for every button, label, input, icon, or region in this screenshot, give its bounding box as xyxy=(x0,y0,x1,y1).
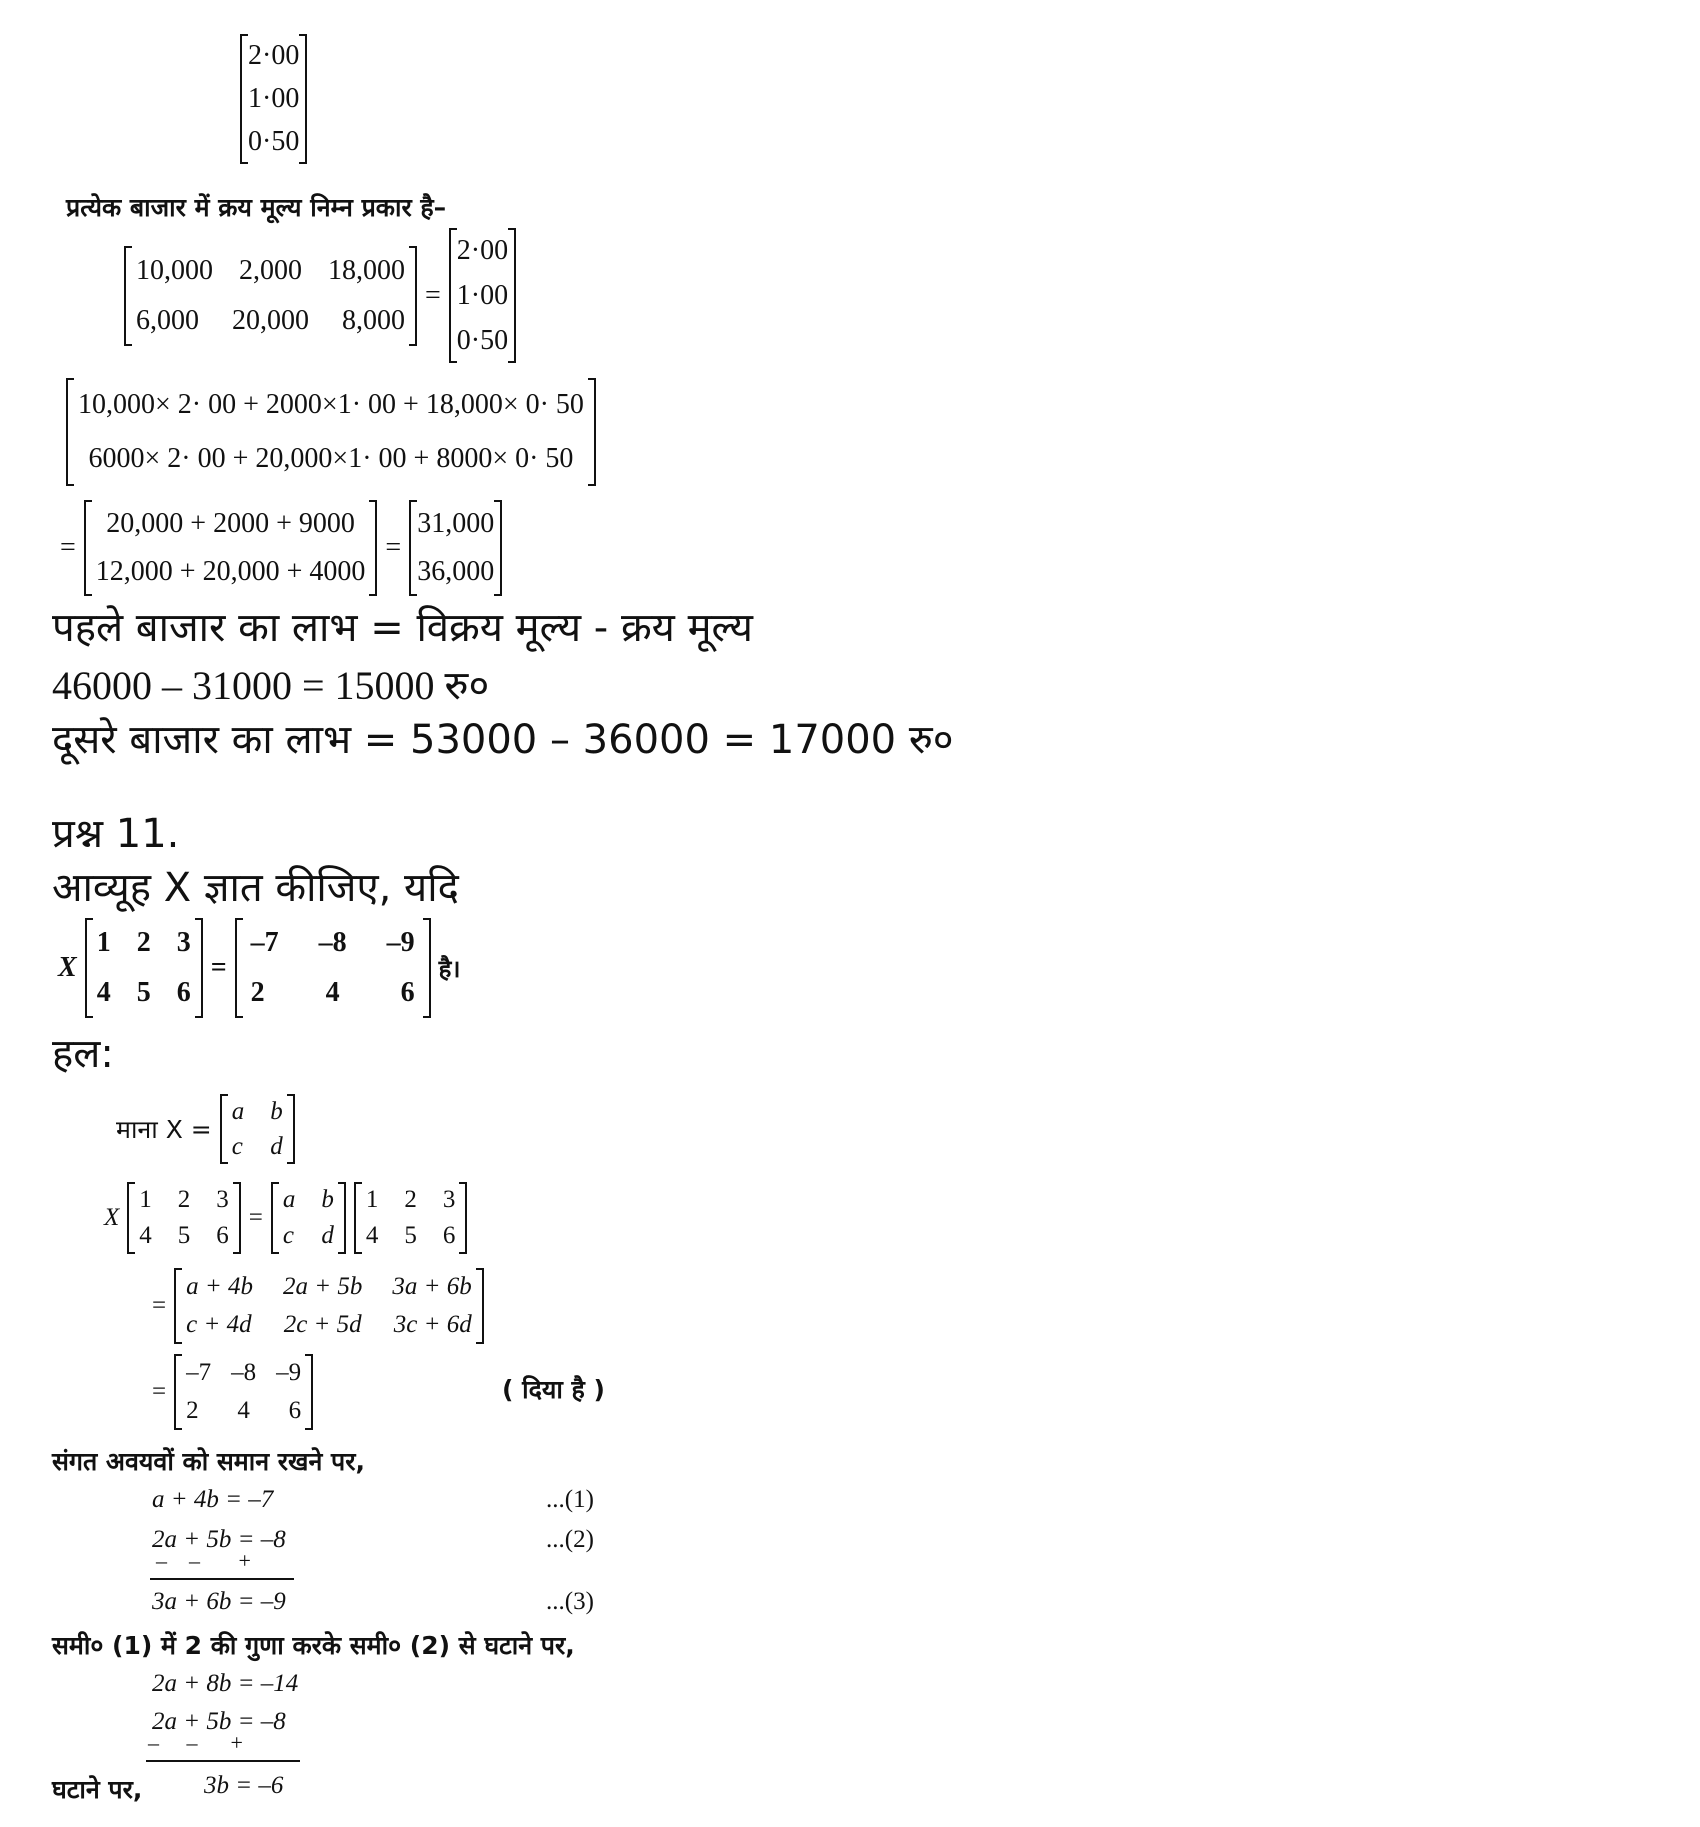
matrix-row xyxy=(232,1098,283,1126)
subtract-label: घटाने पर, xyxy=(52,1775,143,1804)
matrix-cell: 3a + 6b xyxy=(392,1273,472,1300)
divider-line xyxy=(150,1578,294,1580)
matrix-cell: 2 xyxy=(404,1186,417,1213)
purchase-equation xyxy=(124,228,516,363)
matrix-row xyxy=(457,280,508,312)
profit1-calc: 46000 – 31000 = 15000 रु० xyxy=(52,663,490,708)
matrix-cell: b xyxy=(270,1097,283,1125)
matrix-cell: a xyxy=(231,1097,245,1125)
matrix-cell: –9 xyxy=(276,1359,302,1386)
matrix-cell: 4 xyxy=(139,1222,152,1249)
matrix-cell: 4 xyxy=(325,977,340,1008)
matrix-row xyxy=(366,1186,456,1214)
matrix-cell: 2c + 5d xyxy=(283,1311,362,1338)
matrix-x-symbol: X xyxy=(104,1204,120,1231)
matrix-cell: 6 xyxy=(176,977,191,1008)
question-left-matrix xyxy=(85,918,203,1018)
matrix-cell: 2 xyxy=(250,977,265,1008)
given-equation xyxy=(152,1354,313,1430)
matrix-cell: 3 xyxy=(176,927,191,958)
product-equation xyxy=(104,1182,467,1254)
product-ab-matrix xyxy=(271,1182,346,1254)
matrix-row xyxy=(366,1222,456,1250)
matrix-row xyxy=(248,83,299,115)
product-right-matrix xyxy=(354,1182,468,1254)
question-equation xyxy=(58,918,461,1018)
purchase-heading: प्रत्येक बाजार में क्रय मूल्य निम्न प्रकार है– xyxy=(66,193,447,222)
equation-3-number: ...(3) xyxy=(546,1588,594,1615)
matrix-cell: 6 xyxy=(442,1222,456,1249)
matrix-cell: 0·50 xyxy=(248,126,300,158)
profit2: दूसरे बाजार का लाभ = 53000 – 36000 = 17000 रु० xyxy=(52,717,954,763)
question-right-matrix xyxy=(235,918,431,1018)
matrix-row xyxy=(78,443,584,475)
equation-1: a + 4b = –7 xyxy=(152,1486,274,1513)
matrix-cell: 3 xyxy=(442,1186,456,1213)
equals-sign: = xyxy=(248,1204,263,1231)
matrix-cell: 2 xyxy=(186,1397,199,1424)
compare-text: संगत अवयवों को समान रखने पर, xyxy=(52,1447,365,1476)
solution-label: हल: xyxy=(52,1031,114,1077)
matrix-row xyxy=(139,1222,229,1250)
matrix-row xyxy=(96,556,366,588)
matrix-row xyxy=(248,40,299,72)
matrix-cell: 2 xyxy=(136,927,151,958)
top-column-vector xyxy=(240,34,307,164)
divider-line xyxy=(146,1760,300,1762)
equation-3: 3a + 6b = –9 xyxy=(152,1588,286,1615)
product-result-equation xyxy=(152,1268,484,1344)
equals-sign: = xyxy=(60,532,76,563)
matrix-row xyxy=(186,1359,301,1387)
matrix-row xyxy=(186,1273,472,1301)
matrix-cell: 4 xyxy=(365,1222,379,1249)
matrix-cell: 1·00 xyxy=(456,279,509,311)
matrix-cell: –8 xyxy=(318,927,347,958)
matrix-cell: 3c + 6d xyxy=(393,1311,472,1338)
question-text: आव्यूह X ज्ञात कीजिए, यदि xyxy=(52,865,459,911)
matrix-cell: 6,000 xyxy=(136,304,199,336)
matrix-cell: 5 xyxy=(177,1222,191,1249)
matrix-cell: c xyxy=(231,1132,243,1160)
matrix-cell: 10,000 xyxy=(136,254,213,286)
matrix-row xyxy=(248,126,299,158)
matrix-cell: c + 4d xyxy=(186,1311,252,1338)
equation-1-number: ...(1) xyxy=(546,1486,594,1513)
column-matrix xyxy=(240,34,307,164)
matrix-cell: 2·00 xyxy=(248,39,300,71)
price-column xyxy=(449,228,516,363)
question-end-text: है। xyxy=(438,954,461,983)
equals-sign: = xyxy=(425,279,441,311)
matrix-cell: b xyxy=(321,1186,334,1213)
matrix-x-symbol: X xyxy=(58,952,77,983)
matrix-cell: 3 xyxy=(216,1186,229,1213)
matrix-row xyxy=(186,1397,301,1425)
matrix-cell: 20,000 + 2000 + 9000 xyxy=(106,508,355,539)
matrix-row xyxy=(136,255,405,287)
expanded-matrix xyxy=(66,378,596,486)
profit1-label: पहले बाजार का लाभ = विक्रय मूल्य - क्रय मूल्य xyxy=(52,605,753,651)
matrix-cell: 1 xyxy=(365,1186,379,1213)
matrix-cell: 6 xyxy=(216,1222,229,1249)
matrix-cell: 20,000 xyxy=(232,304,309,336)
matrix-cell: 1 xyxy=(96,927,111,958)
matrix-cell: 5 xyxy=(136,977,151,1008)
given-text: ( दिया है ) xyxy=(502,1375,605,1404)
matrix-cell: –7 xyxy=(250,927,279,958)
equals-sign: = xyxy=(210,952,227,983)
matrix-cell: 1 xyxy=(139,1186,152,1213)
matrix-cell: d xyxy=(321,1222,334,1249)
quantity-matrix xyxy=(124,246,417,346)
sum-matrix xyxy=(84,500,378,596)
matrix-cell: 12,000 + 20,000 + 4000 xyxy=(95,556,366,587)
sum-equation xyxy=(60,500,502,596)
matrix-cell: 6 xyxy=(400,977,415,1008)
matrix-cell: d xyxy=(270,1132,283,1160)
matrix-row xyxy=(251,977,415,1009)
matrix-row xyxy=(251,927,415,959)
matrix-cell: 2·00 xyxy=(456,234,509,266)
matrix-row xyxy=(457,235,508,267)
product-left-matrix xyxy=(127,1182,241,1254)
matrix-row xyxy=(417,556,494,588)
equals-sign: = xyxy=(385,532,402,563)
matrix-cell: a xyxy=(282,1186,296,1213)
matrix-cell: 0·50 xyxy=(456,324,509,356)
matrix-cell: 4 xyxy=(237,1397,250,1424)
matrix-row xyxy=(139,1186,229,1214)
matrix-row xyxy=(283,1222,334,1250)
equals-sign: = xyxy=(152,1378,167,1405)
matrix-cell: 6000× 2· 00 + 20,000×1· 00 + 8000× 0· 50 xyxy=(88,443,574,474)
matrix-row xyxy=(232,1133,283,1161)
matrix-row xyxy=(96,508,366,540)
matrix-cell: 10,000× 2· 00 + 2000×1· 00 + 18,000× 0· 50 xyxy=(78,389,584,420)
matrix-row xyxy=(417,508,494,540)
equation-2-number: ...(2) xyxy=(546,1526,594,1553)
question-number: प्रश्न 11. xyxy=(52,811,180,857)
equation-2-signs: – – + xyxy=(156,1548,251,1573)
matrix-cell: 2,000 xyxy=(239,254,302,286)
product-result-matrix xyxy=(174,1268,484,1344)
step-equation-2: 2a + 5b = –8 xyxy=(152,1708,286,1735)
matrix-row xyxy=(186,1311,472,1339)
matrix-cell: 36,000 xyxy=(417,556,495,587)
equation-2: 2a + 5b = –8 xyxy=(152,1526,286,1553)
step-result: 3b = –6 xyxy=(204,1772,284,1799)
matrix-cell: 2 xyxy=(177,1186,191,1213)
matrix-cell: –8 xyxy=(231,1359,257,1386)
matrix-cell: 6 xyxy=(288,1397,302,1424)
matrix-cell: 8,000 xyxy=(342,304,405,336)
matrix-cell: c xyxy=(282,1222,294,1249)
matrix-row xyxy=(78,389,584,421)
expanded-product xyxy=(66,378,596,486)
let-equation xyxy=(116,1094,295,1164)
step-equation-1: 2a + 8b = –14 xyxy=(152,1670,299,1697)
matrix-row xyxy=(283,1186,334,1214)
matrix-cell: 31,000 xyxy=(417,508,495,539)
equals-sign: = xyxy=(152,1292,167,1319)
matrix-row xyxy=(136,305,405,337)
matrix-row xyxy=(97,977,191,1009)
matrix-row xyxy=(97,927,191,959)
matrix-cell: –7 xyxy=(186,1359,212,1386)
matrix-cell: 5 xyxy=(404,1222,417,1249)
matrix-row xyxy=(457,325,508,357)
matrix-cell: 18,000 xyxy=(328,254,405,286)
let-text: माना X = xyxy=(116,1115,212,1144)
matrix-cell: a + 4b xyxy=(186,1273,253,1300)
step-equation-2-signs: – – + xyxy=(148,1730,243,1755)
step-text: समी० (1) में 2 की गुणा करके समी० (2) से घटाने पर, xyxy=(52,1631,575,1660)
matrix-cell: –9 xyxy=(386,927,415,958)
given-matrix xyxy=(174,1354,313,1430)
result-column xyxy=(409,500,502,596)
matrix-cell: 1·00 xyxy=(248,82,300,114)
matrix-cell: 4 xyxy=(96,977,111,1008)
matrix-cell: 2a + 5b xyxy=(282,1273,363,1300)
let-matrix xyxy=(220,1094,295,1164)
